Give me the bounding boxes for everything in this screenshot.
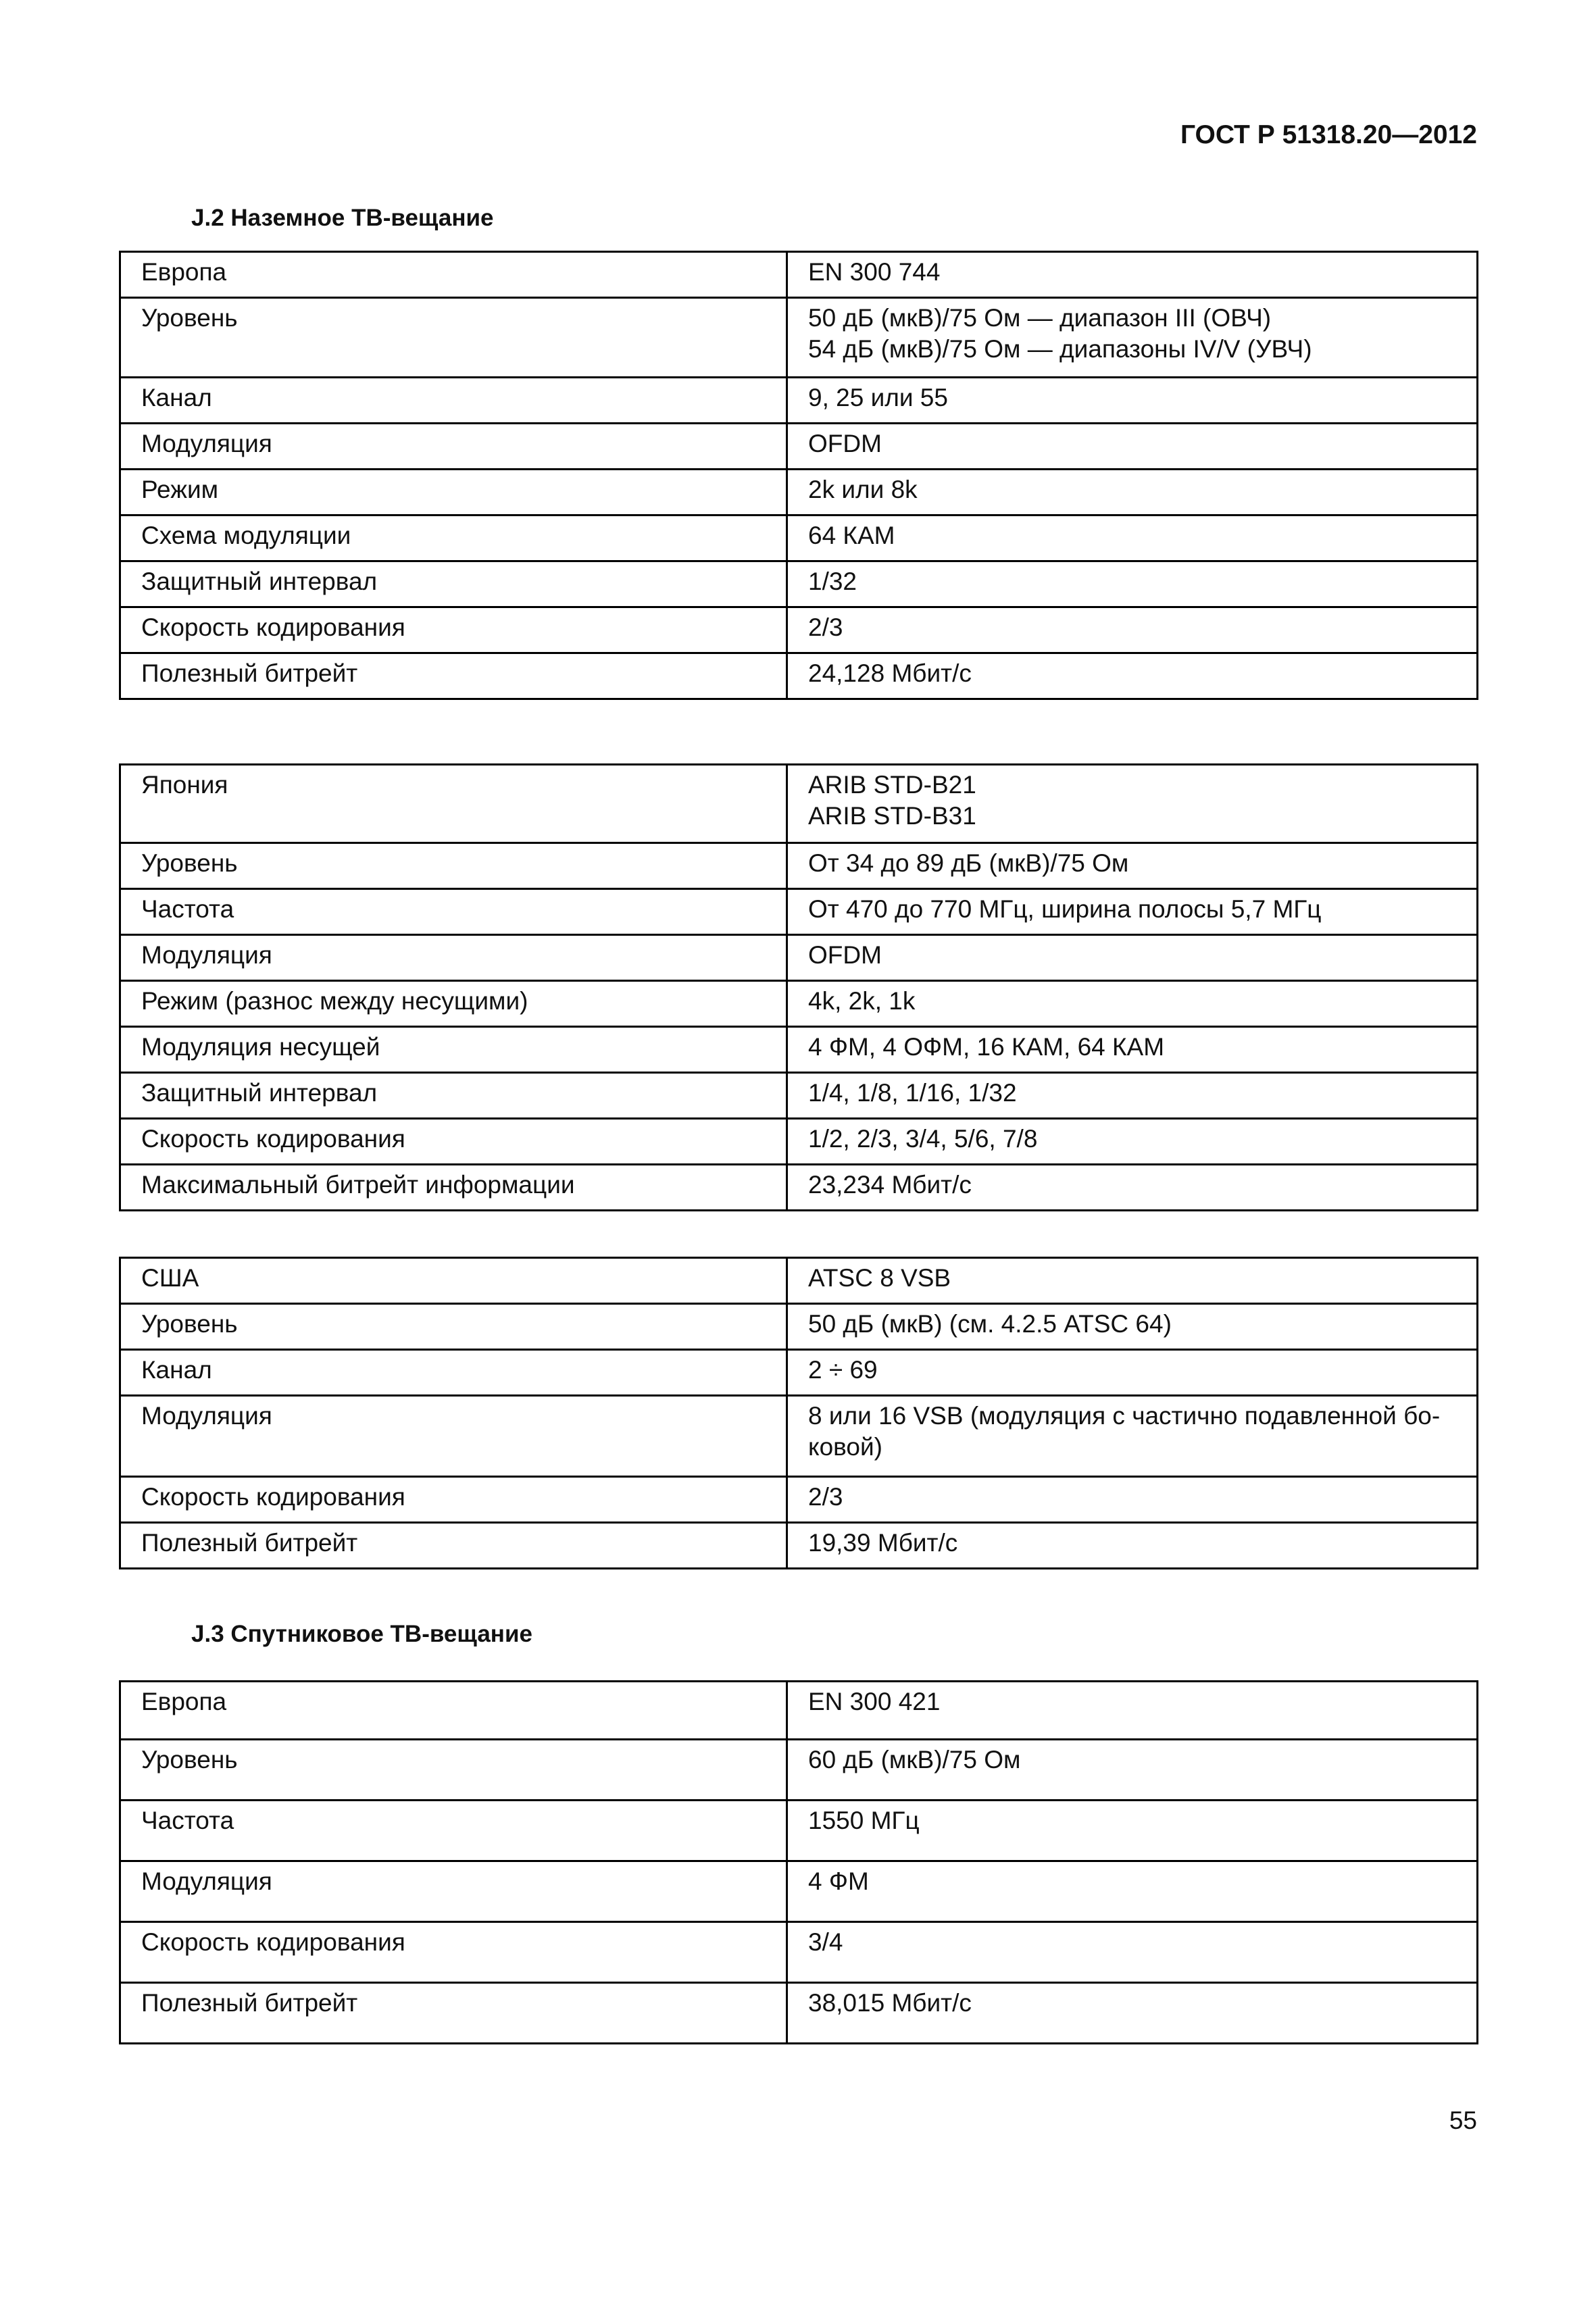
parameter-value-cell [787, 515, 1478, 561]
parameter-name-cell: Модуляция несущей [120, 1027, 787, 1073]
parameter-value-line: ARIB STD-B21 [808, 771, 976, 799]
page-number: 55 [1449, 2107, 1477, 2134]
parameter-value-line: 64 КАМ [808, 522, 895, 549]
parameter-value-line: 54 дБ (мкВ)/75 Ом — диапазоны IV/V (УВЧ) [808, 335, 1312, 363]
parameter-value-line: 4 ФМ, 4 ОФМ, 16 КАМ, 64 КАМ [808, 1033, 1165, 1061]
parameter-value-line: 8 или 16 VSB (модуляция с частично подавленной бо- [808, 1402, 1441, 1430]
parameter-value-cell [787, 378, 1478, 424]
parameter-value-line: 1/4, 1/8, 1/16, 1/32 [808, 1079, 1017, 1107]
parameter-name-cell: Защитный интервал [120, 561, 787, 607]
parameter-name-cell: Канал [120, 378, 787, 424]
table-row [120, 1350, 1478, 1396]
parameter-value-line: ковой) [808, 1433, 882, 1461]
parameter-value-line: 2/3 [808, 1483, 843, 1511]
table-row [120, 378, 1478, 424]
parameter-name-cell: Режим [120, 470, 787, 515]
parameter-value-cell [787, 1523, 1478, 1569]
table-row [120, 1922, 1478, 1983]
table-row [120, 1523, 1478, 1569]
parameter-value-cell [787, 653, 1478, 699]
parameter-value-line: 3/4 [808, 1928, 843, 1956]
table-row [120, 1165, 1478, 1211]
table-row [120, 889, 1478, 935]
section-title-j3: J.3 Спутниковое ТВ-вещание [191, 1621, 532, 1647]
table-row [120, 1304, 1478, 1350]
table-row [120, 298, 1478, 378]
parameter-value-line: 1550 МГц [808, 1807, 920, 1834]
parameter-value-line: EN 300 744 [808, 258, 941, 286]
table-row [120, 1119, 1478, 1165]
parameter-value-cell [787, 1861, 1478, 1922]
parameter-value-cell [787, 1801, 1478, 1861]
table-row [120, 1258, 1478, 1304]
parameter-name-cell: Скорость кодирования [120, 1922, 787, 1983]
parameter-value-cell [787, 981, 1478, 1027]
parameter-value-line: 60 дБ (мкВ)/75 Ом [808, 1746, 1021, 1774]
table-row [120, 843, 1478, 889]
table-row [120, 252, 1478, 298]
parameter-value-cell [787, 1396, 1478, 1477]
usa-table [119, 1257, 1478, 1569]
parameter-value-line: 19,39 Мбит/с [808, 1529, 958, 1557]
parameter-name-cell: Скорость кодирования [120, 1477, 787, 1523]
parameter-name-cell: Уровень [120, 1304, 787, 1350]
parameter-value-line: 50 дБ (мкВ) (см. 4.2.5 ATSC 64) [808, 1310, 1172, 1338]
table-row [120, 935, 1478, 981]
parameter-name-cell: Полезный битрейт [120, 1983, 787, 2044]
europe-terrestrial-table [119, 251, 1478, 700]
parameter-value-cell [787, 765, 1478, 843]
parameter-value-cell [787, 843, 1478, 889]
parameter-value-line: 23,234 Мбит/с [808, 1171, 972, 1199]
parameter-value-line: 9, 25 или 55 [808, 384, 948, 411]
parameter-value-cell [787, 1119, 1478, 1165]
parameter-value-line: 1/2, 2/3, 3/4, 5/6, 7/8 [808, 1125, 1038, 1153]
parameter-value-line: От 34 до 89 дБ (мкВ)/75 Ом [808, 849, 1129, 877]
parameter-value-cell [787, 561, 1478, 607]
table-row [120, 1477, 1478, 1523]
parameter-name-cell: Модуляция [120, 1396, 787, 1477]
europe-satellite-table [119, 1680, 1478, 2044]
parameter-name-cell: Канал [120, 1350, 787, 1396]
parameter-name-cell: Япония [120, 765, 787, 843]
parameter-name-cell: Модуляция [120, 424, 787, 470]
parameter-value-line: EN 300 421 [808, 1688, 941, 1715]
table-row [120, 981, 1478, 1027]
parameter-value-cell [787, 1350, 1478, 1396]
parameter-name-cell: Уровень [120, 1740, 787, 1801]
section-title-j2: J.2 Наземное ТВ-вещание [191, 205, 494, 231]
parameter-value-line: 50 дБ (мкВ)/75 Ом — диапазон III (ОВЧ) [808, 304, 1272, 332]
parameter-value-line: 4k, 2k, 1k [808, 987, 916, 1015]
parameter-value-line: ARIB STD-B31 [808, 802, 976, 830]
table-row [120, 1740, 1478, 1801]
parameter-name-cell: Режим (разнос между несущими) [120, 981, 787, 1027]
parameter-name-cell: Полезный битрейт [120, 653, 787, 699]
table-row [120, 515, 1478, 561]
parameter-value-line: 24,128 Мбит/с [808, 659, 972, 687]
parameter-value-line: 4 ФМ [808, 1867, 869, 1895]
parameter-value-line: OFDM [808, 941, 882, 969]
parameter-value-cell [787, 1073, 1478, 1119]
parameter-name-cell: Схема модуляции [120, 515, 787, 561]
table-row [120, 1396, 1478, 1477]
parameter-value-cell [787, 607, 1478, 653]
parameter-name-cell: США [120, 1258, 787, 1304]
parameter-name-cell: Скорость кодирования [120, 1119, 787, 1165]
parameter-name-cell: Модуляция [120, 935, 787, 981]
parameter-value-line: 2k или 8k [808, 476, 918, 503]
parameter-value-cell [787, 1740, 1478, 1801]
document-header: ГОСТ Р 51318.20—2012 [1180, 120, 1477, 149]
parameter-value-cell [787, 1477, 1478, 1523]
parameter-value-line: 38,015 Мбит/с [808, 1989, 972, 2017]
parameter-value-line: 1/32 [808, 568, 857, 595]
table-row [120, 1983, 1478, 2044]
parameter-name-cell: Скорость кодирования [120, 607, 787, 653]
table-row [120, 607, 1478, 653]
table-row [120, 561, 1478, 607]
parameter-value-cell [787, 298, 1478, 378]
parameter-value-cell [787, 935, 1478, 981]
parameter-name-cell: Частота [120, 1801, 787, 1861]
table-row [120, 470, 1478, 515]
table-row [120, 653, 1478, 699]
parameter-name-cell: Модуляция [120, 1861, 787, 1922]
parameter-value-cell [787, 1304, 1478, 1350]
parameter-name-cell: Европа [120, 252, 787, 298]
parameter-value-cell [787, 889, 1478, 935]
table-row [120, 1027, 1478, 1073]
parameter-name-cell: Частота [120, 889, 787, 935]
parameter-value-cell [787, 1983, 1478, 2044]
japan-table [119, 763, 1478, 1211]
parameter-value-line: От 470 до 770 МГц, ширина полосы 5,7 МГц [808, 895, 1322, 923]
table-row [120, 1801, 1478, 1861]
parameter-value-cell [787, 252, 1478, 298]
table-row [120, 765, 1478, 843]
table-row [120, 424, 1478, 470]
parameter-name-cell: Защитный интервал [120, 1073, 787, 1119]
parameter-value-cell [787, 424, 1478, 470]
parameter-name-cell: Максимальный битрейт информации [120, 1165, 787, 1211]
parameter-name-cell: Уровень [120, 298, 787, 378]
parameter-value-cell [787, 1682, 1478, 1740]
table-row [120, 1861, 1478, 1922]
table-row [120, 1073, 1478, 1119]
parameter-value-line: OFDM [808, 430, 882, 457]
parameter-value-cell [787, 1922, 1478, 1983]
parameter-value-cell [787, 1258, 1478, 1304]
parameter-name-cell: Европа [120, 1682, 787, 1740]
table-row [120, 1682, 1478, 1740]
parameter-name-cell: Полезный битрейт [120, 1523, 787, 1569]
parameter-value-line: 2 ÷ 69 [808, 1356, 878, 1384]
parameter-value-cell [787, 470, 1478, 515]
parameter-name-cell: Уровень [120, 843, 787, 889]
parameter-value-line: 2/3 [808, 613, 843, 641]
parameter-value-cell [787, 1027, 1478, 1073]
parameter-value-line: ATSC 8 VSB [808, 1264, 951, 1292]
parameter-value-cell [787, 1165, 1478, 1211]
